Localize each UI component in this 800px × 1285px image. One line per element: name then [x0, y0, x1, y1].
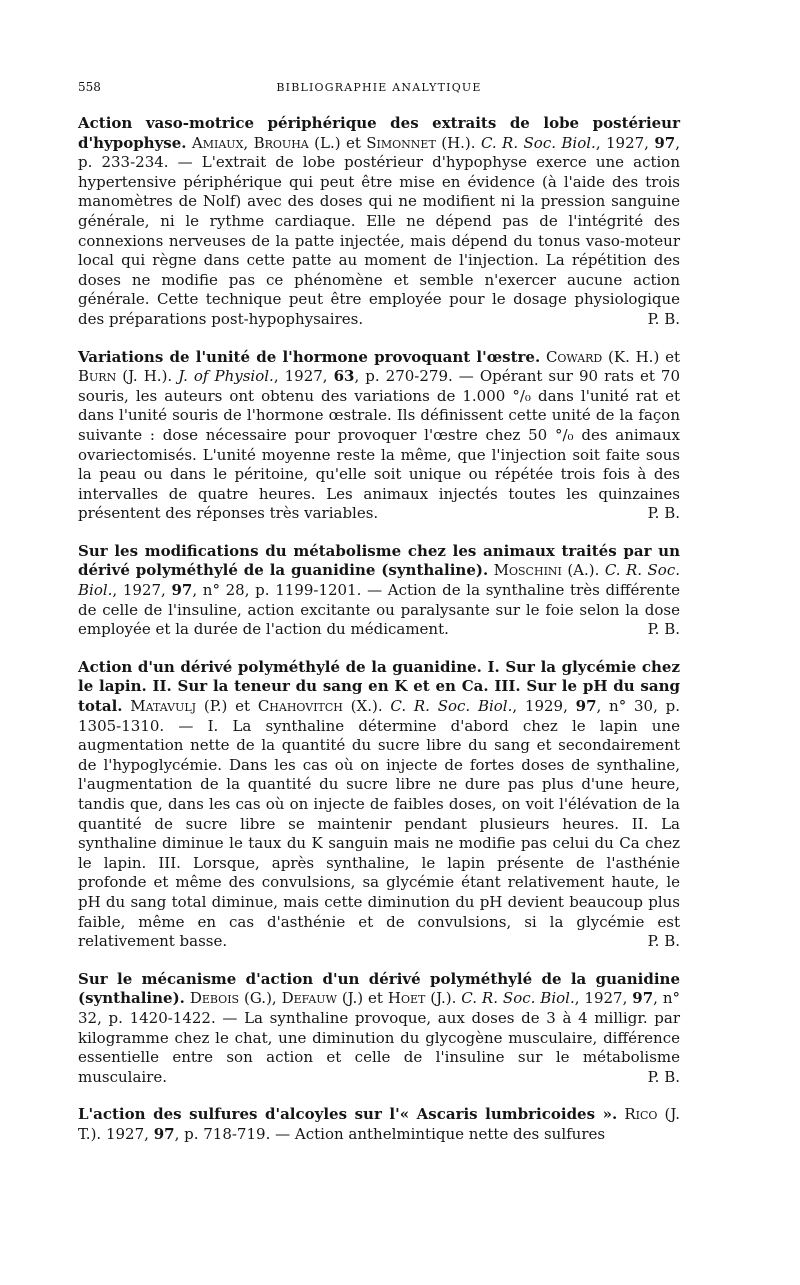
abstract-text: — Opérant sur 90 rats et 70 souris, les auteurs ont obtenu des variations de 1.000 °/₀ dans l'unité rat et dans l'unité souris de l'hormone œstrale. Ils définissent cette unité de la façon suivante : dose nécessaire pour provoquer l'œstre chez 50 °/₀ des animaux ovariectomisés. L'unité moyenne reste la même, que l'injection soit faite sous la peau ou dans le péritoine, qu'elle soit unique ou répétée trois fois à des intervalles de quatre heures. Les animaux injectés toutes les quinzaines présentent des réponses très variables.: [78, 367, 680, 523]
journal-name: C. R. Soc. Biol.: [480, 133, 596, 152]
author-name: Rico: [624, 1105, 658, 1124]
volume-number: 97: [654, 133, 676, 152]
author-initials: ,: [243, 133, 254, 152]
running-head: [78, 78, 680, 98]
publication-year: 1927,: [105, 1124, 154, 1143]
entry-title: Action vaso-motrice périphérique des extraits de lobe postérieur d'hypophyse.: [78, 114, 680, 152]
page-range: , p. 233-234.: [78, 133, 680, 172]
author-name: Amiaux: [191, 133, 244, 152]
bibliography-entries: [78, 114, 680, 1145]
reviewer-signature: P. B.: [647, 932, 680, 951]
author-initials: (X.).: [342, 697, 391, 716]
publication-year: , 1927,: [574, 989, 633, 1008]
page-range: , n° 32, p. 1420-1422.: [78, 989, 681, 1027]
journal-name: C. R. Soc. Biol.: [78, 561, 680, 600]
bibliography-entry: [78, 658, 680, 952]
author-name: Defauw: [281, 989, 337, 1008]
author-name: Coward: [545, 347, 603, 366]
author-initials: (J.) et: [336, 989, 388, 1008]
volume-number: 97: [171, 581, 193, 600]
author-initials: (G.),: [239, 989, 282, 1008]
running-title: BIBLIOGRAPHIE ANALYTIQUE: [276, 81, 482, 94]
author-initials: (J.).: [425, 989, 462, 1008]
abstract-text: — I. La synthaline détermine d'abord chez le lapin une augmentation nette de la quantité du sucre libre du sang et secondairement de l'hypoglycémie. Dans les cas où on injecte de fortes doses de synthaline, l'augmentation de la quantité du sucre libre ne dure pas plus d'une heure, tandis que, dans les cas où on injecte de faibles doses, on voit l'élévation de la quantité de sucre libre se maintenir pendant plusieurs heures. II. La synthaline diminue le taux du K sanguin mais ne modifie pas celui du Ca chez le lapin. III. Lorsque, après synthaline, le lapin présente de l'asthénie profonde et même des convulsions, sa glycémie étant relativement haute, le pH du sang total diminue, mais cette diminution du pH devient beaucoup plus faible, même en cas d'asthénie et de convulsions, si la glycémie est relativement basse.: [78, 716, 680, 951]
volume-number: 63: [333, 367, 355, 386]
entry-paragraph: [78, 114, 680, 330]
abstract-text: — Action de la synthaline très différente de celle de l'insuline, action excitante ou paralysante sur le foie selon la dose employée et la durée de l'action du médicament.: [78, 581, 680, 639]
author-name: Matavulj: [130, 697, 197, 716]
author-name: Burn: [78, 367, 117, 386]
page-range: , p. 270-279.: [354, 367, 453, 386]
volume-number: 97: [632, 989, 654, 1008]
reviewer-signature: P. B.: [647, 504, 680, 523]
entry-title: Variations de l'unité de l'hormone provoquant l'œstre.: [78, 347, 541, 366]
bibliography-entry: [78, 542, 680, 640]
bibliography-entry: [78, 1105, 680, 1144]
reviewer-signature: P. B.: [647, 620, 680, 639]
reviewer-signature: P. B.: [647, 309, 680, 328]
author-initials: (L.) et: [308, 133, 367, 152]
author-initials: (J. H.).: [116, 367, 179, 386]
author-initials: (A.).: [561, 561, 605, 580]
journal-page: [78, 78, 680, 1163]
entry-title: Sur les modifications du métabolisme chez les animaux traités par un dérivé polyméthylé de la guanidine (synthaline).: [78, 541, 680, 580]
author-name: Chahovitch: [257, 697, 343, 716]
entry-paragraph: [78, 542, 680, 640]
publication-year: , 1927,: [595, 133, 655, 152]
author-name: Brouha: [253, 133, 309, 152]
entry-title: Sur le mécanisme d'action d'un dérivé polyméthylé de la guanidine (synthaline).: [78, 969, 680, 1008]
author-name: Moschini: [493, 561, 562, 580]
author-name: Hoet: [387, 989, 426, 1008]
journal-name: C. R. Soc. Biol.: [390, 697, 513, 716]
entry-paragraph: [78, 1105, 680, 1144]
author-name: Simonnet: [366, 133, 436, 152]
author-initials: (P.) et: [196, 697, 258, 716]
volume-number: 97: [153, 1124, 175, 1143]
abstract-text: — L'extrait de lobe postérieur d'hypophyse exerce une action hypertensive périphérique qui peut être mise en évidence (à l'aide des trois manomètres de Nolf) avec des doses qui ne modifient ni la pression sanguine générale, ni le rythme cardiaque. Elle ne dépend pas de l'intégrité des connexions nerveuses de la patte injectée, mais dépend du tonus vaso-moteur local qui règne dans cette patte au moment de l'injection. La répétition des doses ne modifie pas ce phénomène et semble n'exercer aucune action générale. Cette technique peut être employée pour le dosage physiologique des préparations post-hypophysaires.: [78, 153, 680, 328]
publication-year: , 1927,: [273, 367, 334, 386]
author-initials: (J. T.).: [78, 1105, 680, 1143]
reviewer-signature: P. B.: [647, 1067, 680, 1086]
journal-name: C. R. Soc. Biol.: [461, 989, 575, 1008]
entry-paragraph: [78, 658, 680, 952]
page-range: , n° 28, p. 1199-1201.: [192, 581, 362, 600]
abstract-text: — La synthaline provoque, aux doses de 3 à 4 milligr. par kilogramme chez le chat, une diminution du glycogène musculaire, différence essentielle entre son action et celle de l'insuline sur le métabolisme musculaire.: [78, 1008, 680, 1086]
bibliography-entry: [78, 970, 680, 1088]
publication-year: , 1929,: [512, 697, 576, 716]
journal-name: J. of Physiol.: [178, 367, 274, 386]
author-initials: (H.).: [435, 133, 481, 152]
entry-title: L'action des sulfures d'alcoyles sur l'« Ascaris lumbricoides ».: [78, 1105, 618, 1124]
bibliography-entry: [78, 114, 680, 330]
author-name: Debois: [189, 989, 240, 1008]
abstract-text: — Action anthelmintique nette des sulfures: [270, 1124, 606, 1143]
page-number: 558: [78, 80, 101, 94]
author-initials: (K. H.) et: [602, 347, 680, 366]
publication-year: , 1927,: [112, 581, 172, 600]
entry-paragraph: [78, 970, 680, 1088]
volume-number: 97: [575, 697, 597, 716]
entry-paragraph: [78, 348, 680, 524]
page-range: , n° 30, p. 1305-1310.: [78, 697, 680, 735]
entry-title: Action d'un dérivé polyméthylé de la guanidine. I. Sur la glycémie chez le lapin. II. Sur la teneur du sang en K et en Ca. III. Sur le pH du sang total.: [78, 657, 680, 716]
page-range: , p. 718-719.: [174, 1124, 271, 1143]
bibliography-entry: [78, 348, 680, 524]
